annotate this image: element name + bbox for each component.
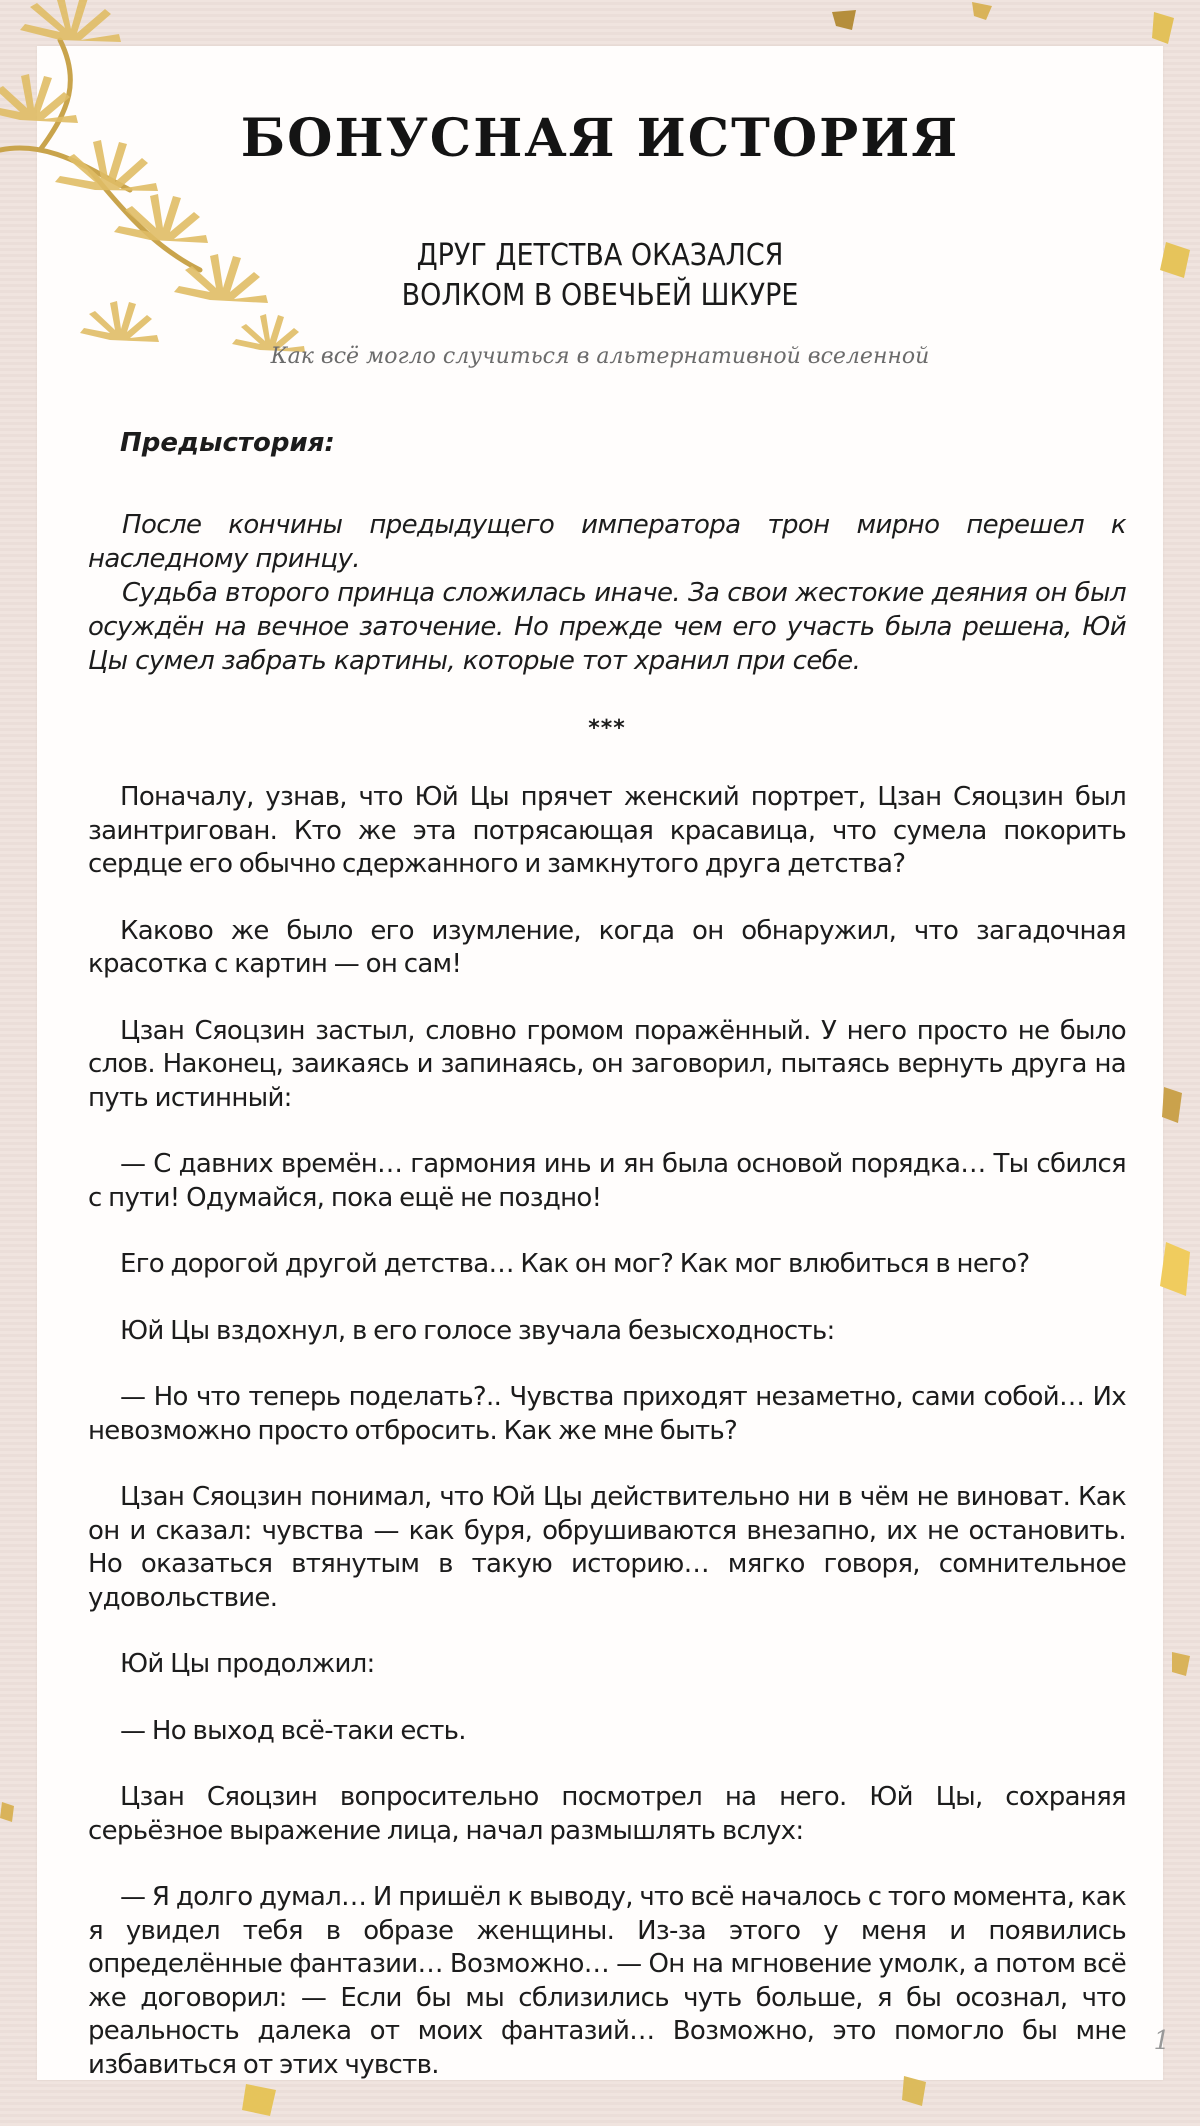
- story-paragraph: — Я долго думал… И пришёл к выводу, что всё началось с того момента, как я увидел тебя в образе женщины. Из-за этого у меня и появились определённые фантазии… Возможно… — Он на мгновение умолк, а потом всё же договорил: — Если бы мы сблизились чуть больше, я бы осознал, что реальность далека от моих фантазий… Возможно, это помогло бы мне избавиться от этих чувств.: [88, 1882, 1126, 2080]
- story-tagline: Как всё могло случиться в альтернативной вселенной: [270, 344, 930, 369]
- story-paragraph: Юй Цы продолжил:: [120, 1649, 375, 1679]
- story-body: [88, 428, 1126, 2115]
- story-paragraph: Юй Цы вздохнул, в его голосе звучала безысходность:: [120, 1315, 835, 1346]
- gold-flake-decoration: [1170, 1650, 1192, 1678]
- gold-flake-decoration: [1150, 8, 1178, 48]
- story-paragraph: Поначалу, узнав, что Юй Цы прячет женский портрет, Цзан Сяоцзин был заинтригован. Кто же эта потрясающая красавица, что сумела покорить сердце его обычно сдержанного и замкнутого друга детства?: [88, 782, 1126, 879]
- gold-flake-decoration: [0, 1800, 16, 1824]
- story-paragraph: Каково же было его изумление, когда он обнаружил, что загадочная красотка с картин — он сам!: [88, 915, 1126, 979]
- story-paragraph: Цзан Сяоцзин понимал, что Юй Цы действительно ни в чём не виноват. Как он и сказал: чувства — как буря, обрушиваются внезапно, их не остановить. Но оказаться втянутым в такую историю… мягко говоря, сомнительное удовольствие.: [88, 1482, 1126, 1613]
- story-paragraph: Цзан Сяоцзин застыл, словно громом поражённый. У него просто не было слов. Наконец, заикаясь и запинаясь, он заговорил, пытаясь вернуть друга на путь истинный:: [88, 1015, 1126, 1113]
- page-number: 1: [1153, 2026, 1170, 2056]
- story-paragraph: Его дорогой другой детства… Как он мог? Как мог влюбиться в него?: [120, 1249, 1030, 1279]
- gold-flake-decoration: [1156, 1240, 1194, 1300]
- subtitle-line-2: ВОЛКОМ В ОВЕЧЬЕЙ ШКУРЕ: [401, 278, 799, 313]
- gold-flake-decoration: [1160, 1085, 1184, 1125]
- gold-flake-decoration: [970, 0, 994, 22]
- prehistory-section: [88, 508, 1126, 678]
- prehistory-heading: Предыстория:: [120, 428, 335, 458]
- story-paragraph: Цзан Сяоцзин вопросительно посмотрел на него. Юй Цы, сохраняя серьёзное выражение лица, начал размышлять вслух:: [88, 1782, 1126, 1846]
- subtitle-line-1: ДРУГ ДЕТСТВА ОКАЗАЛСЯ: [416, 238, 784, 273]
- page-title: БОНУСНАЯ ИСТОРИЯ: [240, 108, 960, 169]
- story-section: [88, 781, 1126, 2082]
- section-separator: ***: [588, 716, 626, 741]
- prehistory-paragraph: Судьба второго принца сложилась иначе. За свои жестокие деяния он был осуждён на вечное заточение. Но прежде чем его участь была решена, Юй Цы сумел забрать картины, которые тот хранил при себе.: [88, 578, 1126, 676]
- prehistory-paragraph: После кончины предыдущего императора трон мирно перешел к наследному принцу.: [88, 510, 1126, 574]
- story-subtitle: [0, 236, 1200, 316]
- story-paragraph: — Но выход всё-таки есть.: [120, 1715, 466, 1746]
- gold-flake-decoration: [830, 8, 860, 32]
- story-paragraph: — С давних времён… гармония инь и ян была основой порядка… Ты сбился с пути! Одумайся, пока ещё не поздно!: [88, 1149, 1126, 1213]
- pine-branch-decoration: [0, 0, 320, 380]
- story-paragraph: — Но что теперь поделать?.. Чувства приходят незаметно, сами собой… Их невозможно просто отбросить. Как же мне быть?: [88, 1382, 1126, 1446]
